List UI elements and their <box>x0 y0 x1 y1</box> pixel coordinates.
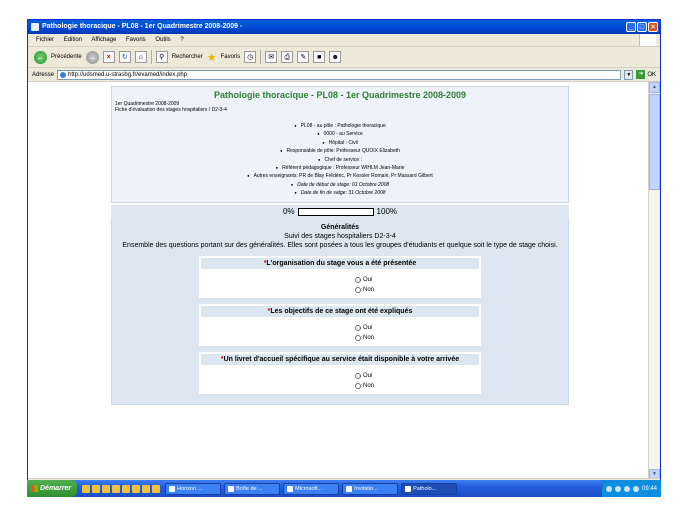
info-item: ● Hôpital : Civil <box>115 139 565 147</box>
question-options <box>199 271 481 298</box>
menu-outils[interactable]: Outils <box>155 37 171 43</box>
menu-fichier[interactable]: Fichier <box>36 37 55 43</box>
windows-logo-icon <box>639 34 656 46</box>
quick-launch-icon[interactable] <box>112 485 120 493</box>
info-item: ● Responsable de pôle: Professeur QUOIX Elizabeth <box>115 147 565 155</box>
quadrimester-line: 1er Quadrimestre 2008-2009 <box>115 101 180 107</box>
clock[interactable]: 09:44 <box>641 485 657 492</box>
quick-launch-icon[interactable] <box>82 485 90 493</box>
info-item: ● Autres enseignants: PR de Blay Frédéric, Pr Kessler Romain, Pr Massard Gilbert <box>115 172 565 180</box>
task-microsoft[interactable] <box>283 483 339 495</box>
home-icon[interactable]: ⌂ <box>135 51 147 63</box>
print-icon[interactable]: ⎙ <box>281 51 293 63</box>
info-item: ● PL08 - au pôle : Pathologie thoracique <box>115 122 565 130</box>
go-arrow-icon: ➜ <box>638 71 644 77</box>
info-item-end-date: ● Date de fin de satge: 31 Octobre 2008 <box>115 189 565 197</box>
info-item-start-date: ● Date de début de stage: 01 Octobre 2008 <box>115 181 565 189</box>
quick-launch-icon[interactable] <box>122 485 130 493</box>
task-app-icon <box>228 486 234 492</box>
option-label: Oui <box>363 324 373 331</box>
window-controls <box>626 22 658 32</box>
info-item: ● 0000 - au Service <box>115 130 565 138</box>
question-livret-accueil <box>199 352 481 394</box>
option-oui[interactable] <box>355 275 481 285</box>
address-bar <box>28 68 660 82</box>
start-button[interactable] <box>27 480 77 497</box>
menu-affichage[interactable]: Affichage <box>91 37 117 43</box>
history-icon[interactable]: ◷ <box>244 51 256 63</box>
quick-launch-icon[interactable] <box>132 485 140 493</box>
section-subtitle: Suivi des stages hospitaliers D2-3-4 <box>284 232 396 240</box>
question-heading <box>199 256 481 271</box>
question-options <box>199 319 481 346</box>
menu-bar <box>28 34 660 47</box>
edit-icon[interactable]: ✎ <box>297 51 309 63</box>
task-label: Horizon ... <box>177 485 203 492</box>
tray-icon[interactable] <box>615 486 621 492</box>
option-non[interactable] <box>355 333 481 343</box>
messenger-icon[interactable]: ☻ <box>329 51 341 63</box>
task-app-icon <box>346 486 352 492</box>
toolbar <box>28 47 660 68</box>
page-title: Pathologie thoracique - PL08 - 1er Quadrimestre 2008-2009 <box>213 90 467 100</box>
quick-launch <box>77 485 165 493</box>
search-button-label[interactable]: Rechercher <box>171 54 203 60</box>
option-non[interactable] <box>355 381 481 391</box>
quick-launch-icon[interactable] <box>152 485 160 493</box>
question-text: L'organisation du stage vous a été présentée <box>266 259 417 267</box>
window-title: Pathologie thoracique - PL08 - 1er Quadrimestre 2008-2009 - <box>42 23 243 30</box>
task-buttons <box>165 483 602 495</box>
windows-flag-icon <box>31 485 38 492</box>
question-text: Un livret d'accueil spécifique au service était disponible à votre arrivée <box>223 355 460 363</box>
task-pathologie[interactable] <box>401 483 457 495</box>
option-non[interactable] <box>355 285 481 295</box>
address-dropdown-icon[interactable]: ▼ <box>624 70 633 80</box>
section-title: Généralités <box>320 223 360 231</box>
maximize-button[interactable]: □ <box>637 22 647 32</box>
title-bar[interactable] <box>28 20 660 34</box>
tray-icon[interactable] <box>624 486 630 492</box>
task-app-icon <box>405 486 411 492</box>
question-options <box>199 367 481 394</box>
required-marker: * <box>267 307 271 315</box>
form-description-line: Fiche d'évaluation des stages hospitaliers / D2-3-4 <box>115 107 227 113</box>
minimize-button[interactable]: _ <box>626 22 636 32</box>
tray-icon[interactable] <box>633 486 639 492</box>
radio-button[interactable] <box>355 277 361 283</box>
refresh-icon[interactable]: ↻ <box>119 51 131 63</box>
internship-info-list <box>115 122 565 198</box>
progress-start-label: 0% <box>282 207 295 217</box>
progress-bar <box>298 208 374 216</box>
question-text: Les objectifs de ce stage ont été expliqués <box>270 307 413 315</box>
favorites-star-icon[interactable]: ★ <box>206 51 217 64</box>
required-marker: * <box>220 355 224 363</box>
form-header <box>111 86 569 203</box>
menu-help[interactable]: ? <box>180 37 184 43</box>
scroll-thumb[interactable] <box>649 94 660 190</box>
radio-button[interactable] <box>355 335 361 341</box>
toolbar-separator <box>151 50 152 64</box>
forward-arrow-icon[interactable]: → <box>86 51 99 64</box>
question-organisation <box>199 256 481 298</box>
toolbar-separator <box>260 50 261 64</box>
question-objectifs <box>199 304 481 346</box>
task-label: Invitatio... <box>354 485 378 492</box>
browser-window <box>27 19 661 496</box>
folder-icon[interactable]: ■ <box>313 51 325 63</box>
section-description: Ensemble des questions portant sur des généralités. Elles sont posées a tous les groupes d'étudiants et quelque soit le type de stage choisi. <box>122 241 558 249</box>
radio-button[interactable] <box>355 383 361 389</box>
start-label: Démarrer <box>40 485 72 492</box>
favorites-button-label[interactable]: Favoris <box>220 54 241 60</box>
scroll-up-icon[interactable]: ▲ <box>649 82 660 93</box>
question-heading <box>199 352 481 367</box>
option-label: Non <box>363 334 375 341</box>
section-generalites <box>111 219 569 405</box>
radio-button[interactable] <box>355 373 361 379</box>
page-icon <box>60 72 66 78</box>
back-button-label[interactable]: Précédente <box>51 54 82 60</box>
page-viewport <box>28 82 650 480</box>
mail-icon[interactable]: ✉ <box>265 51 277 63</box>
quick-launch-icon[interactable] <box>142 485 150 493</box>
task-app-icon <box>287 486 293 492</box>
option-label: Oui <box>363 276 373 283</box>
menu-favoris[interactable]: Favoris <box>125 37 146 43</box>
info-item: ● Chef de service : <box>115 156 565 164</box>
address-label: Adresse <box>32 71 55 78</box>
taskbar <box>27 480 661 497</box>
option-label: Non <box>363 382 375 389</box>
ie-app-icon <box>31 23 39 31</box>
quick-launch-icon[interactable] <box>102 485 110 493</box>
option-label: Oui <box>363 372 373 379</box>
search-icon[interactable]: ⚲ <box>156 51 168 63</box>
task-label: Microsoft... <box>295 485 323 492</box>
tray-icon[interactable] <box>606 486 612 492</box>
question-heading <box>199 304 481 319</box>
radio-button[interactable] <box>355 287 361 293</box>
stop-icon[interactable]: × <box>103 51 115 63</box>
progress-row <box>111 205 569 219</box>
required-marker: * <box>263 259 267 267</box>
task-app-icon <box>169 486 175 492</box>
task-label: Boîte de ... <box>236 485 263 492</box>
vertical-scrollbar[interactable] <box>648 82 660 480</box>
go-button[interactable] <box>636 70 660 79</box>
task-boite[interactable] <box>224 483 280 495</box>
evaluation-form <box>111 86 569 405</box>
info-item: ● Référent pédagogique : Professeur WIHLM Jean-Marie <box>115 164 565 172</box>
system-tray <box>602 480 661 497</box>
go-label: OK <box>647 71 656 78</box>
quick-launch-icon[interactable] <box>92 485 100 493</box>
close-button[interactable]: × <box>648 22 658 32</box>
menu-edition[interactable]: Edition <box>63 37 83 43</box>
task-label: Patholo... <box>413 485 437 492</box>
task-horizon[interactable] <box>165 483 221 495</box>
progress-end-label: 100% <box>376 207 398 217</box>
address-url: http://udsmed.u-strasbg.fr/evamed/index.php <box>68 71 188 78</box>
address-input[interactable] <box>57 70 621 80</box>
radio-button[interactable] <box>355 325 361 331</box>
task-invitation[interactable] <box>342 483 398 495</box>
scroll-down-icon[interactable]: ▼ <box>649 469 660 480</box>
option-label: Non <box>363 286 375 293</box>
back-arrow-icon[interactable]: ← <box>34 51 47 64</box>
option-oui[interactable] <box>355 323 481 333</box>
option-oui[interactable] <box>355 371 481 381</box>
